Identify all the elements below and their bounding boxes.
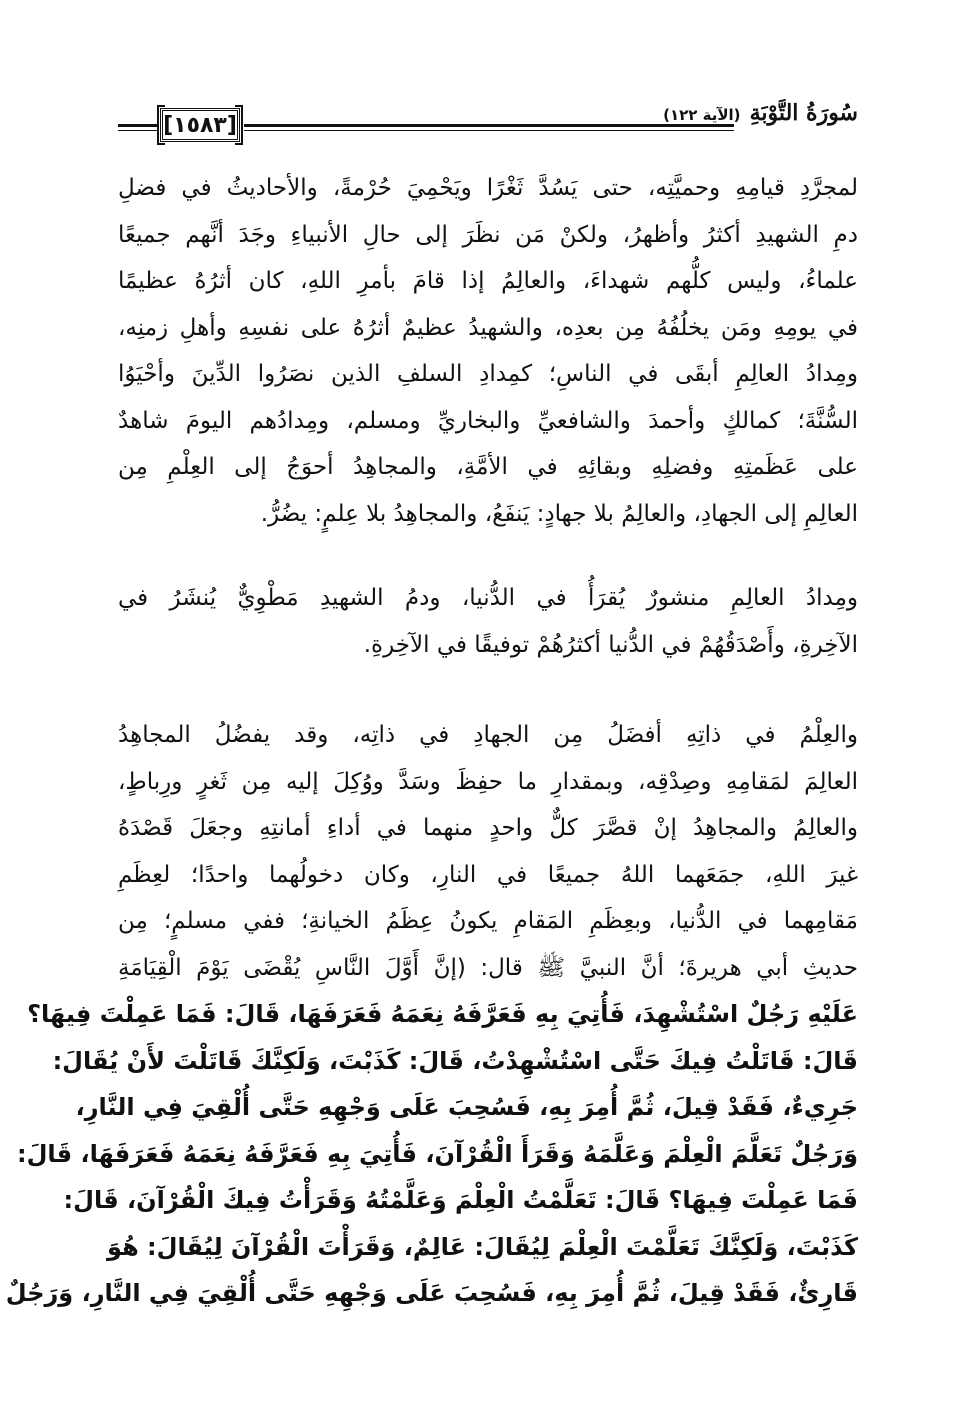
surah-name: سُورَةُ التَّوْبَةِ xyxy=(749,100,858,126)
text-line: والعِلْمُ في ذاتِهِ أفضَلُ مِن الجهادِ في ذاتِه، وقد يفضُلُ المجاهِدُ xyxy=(118,722,858,748)
text-line: على عَظَمتِهِ وفضلِهِ وبقائِهِ في الأمَّةِ، والمجاهِدُ أحوَجُ إلى العِلْمِ مِن xyxy=(118,454,858,480)
text-line: لمجرَّدِ قيامِهِ وحميَّتِه، حتى يَسُدَّ ثَغْرًا ويَحْمِيَ حُرْمةً، والأحاديثُ في فضلِ xyxy=(118,175,858,201)
text-line: دمِ الشهيدِ أكثرُ وأظهرُ، ولكنْ مَن نظَرَ إلى حالِ الأنبياءِ وجَدَ أنَّهم جميعًا xyxy=(118,221,858,248)
paragraph-spacer xyxy=(118,537,858,575)
text-line: والعالِمُ والمجاهِدُ إنْ قصَّرَ كلٌّ واحدٍ منهما في أداءِ أمانتِهِ وجعَلَ قَصْدَهُ xyxy=(118,815,858,841)
text-line: في يومِهِ ومَن يخلُفُهُ مِن بعدِه، والشهيدُ عظيمٌ أثرُهُ على نفسِهِ وأهلِ زمنِه، xyxy=(118,314,858,341)
text-line: حديثِ أبي هريرةَ؛ أنَّ النبيَّ ﷺ قال: (إنَّ أَوَّلَ النَّاسِ يُقْضَى يَوْمَ الْقِيَامَةِ xyxy=(118,954,858,981)
header-rule-left-thin xyxy=(118,130,158,131)
text-line: مَقامِهما في الدُّنيا، وبعِظَمِ المَقامِ يكونُ عِظَمُ الخيانةِ؛ ففي مسلمٍ؛ مِن xyxy=(118,908,858,934)
text-line: ومِدادُ العالِمِ أبقَى في الناسِ؛ كمِدادِ السلفِ الذين نصَرُوا الدِّينَ وأحْيَوُا xyxy=(118,361,858,387)
hadith-line: عَلَيْهِ رَجُلٌ اسْتُشْهِدَ، فَأُتِيَ بِهِ فَعَرَّفَهُ نِعَمَهُ فَعَرَفَهَا، قَالَ: فَمَا عَمِلْتَ فِيهَا؟ xyxy=(27,1000,858,1028)
hadith-line: جَرِيءٌ، فَقَدْ قِيلَ، ثُمَّ أُمِرَ بِهِ، فَسُحِبَ عَلَى وَجْهِهِ حَتَّى أُلْقِيَ فِي النَّارِ، xyxy=(75,1093,858,1121)
text-line: العالِمَ لمَقامِهِ وصِدْقِه، وبمقدارِ ما حفِظَ وسَدَّ ووُكِلَ إليه مِن ثَغرٍ ورِباطٍ، xyxy=(118,768,858,795)
hadith-line: قَالَ: قَاتَلْتُ فِيكَ حَتَّى اسْتُشْهِدْتُ، قَالَ: كَذَبْتَ، وَلَكِنَّكَ قَاتَلْتَ لأَنْ يُقَالَ: xyxy=(52,1046,858,1075)
text-line: الآخِرةِ، وأَصْدَقُهُمْ في الدُّنيا أكثرُهُمْ توفيقًا في الآخِرةِ. xyxy=(363,631,858,658)
text-line: العالِمِ إلى الجهادِ، والعالِمُ بلا جهادٍ: يَنفَعُ، والمجاهِدُ بلا عِلمٍ: يضُرُّ. xyxy=(260,500,858,527)
header-rule-left xyxy=(118,124,158,127)
paragraph-3 xyxy=(5,712,858,1317)
text-line: ومِدادُ العالِمِ منشورٌ يُقرَأُ في الدُّنيا، ودمُ الشهيدِ مَطْوِيٌّ يُنشَرُ في xyxy=(118,585,858,611)
hadith-line: وَرَجُلٌ تَعَلَّمَ الْعِلْمَ وَعَلَّمَهُ وَقَرَأَ الْقُرْآنَ، فَأُتِيَ بِهِ فَعَرَّفَهُ نِعَمَهُ فَعَرَفَهَا، قَالَ: xyxy=(16,1139,858,1168)
page-number: [١٥٨٣] xyxy=(160,108,240,142)
paragraph-2 xyxy=(118,575,858,668)
paragraph-spacer xyxy=(118,668,858,712)
hadith-line: كَذَبْتَ، وَلَكِنَّكَ تَعَلَّمْتَ الْعِلْمَ لِيُقَالَ: عَالِمٌ، وَقَرَأْتَ الْقُرْآنَ لِيُقَالَ: هُوَ xyxy=(107,1232,858,1261)
text-line: السُّنَّةَ؛ كمالكٍ وأحمدَ والشافعيِّ والبخاريِّ ومسلم، ومِدادُهم اليومَ شاهدٌ xyxy=(118,407,858,434)
paragraph-1 xyxy=(118,165,858,537)
running-head xyxy=(628,100,858,140)
page-header xyxy=(118,96,858,146)
body-text xyxy=(5,165,858,1317)
hadith-line: فَمَا عَمِلْتَ فِيهَا؟ قَالَ: تَعَلَّمْتُ الْعِلْمَ وَعَلَّمْتُهُ وَقَرَأْتُ فِيكَ الْقُرْآنَ، قَالَ: xyxy=(63,1186,858,1214)
ayah-reference: (الآية ١٢٢) xyxy=(663,106,741,124)
hadith-line: قَارِئٌ، فَقَدْ قِيلَ، ثُمَّ أُمِرَ بِهِ، فَسُحِبَ عَلَى وَجْهِهِ حَتَّى أُلْقِيَ فِي النَّارِ، وَرَجُلٌ xyxy=(5,1279,858,1307)
text-line: علماءُ، وليس كلُّهم شهداءَ، والعالِمُ إذا قامَ بأمرِ اللهِ، كان أثرُهُ عظيمًا xyxy=(118,268,858,294)
text-line: غيرَ اللهِ، جمَعَهما اللهُ جميعًا في النارِ، وكان دخولُهما واحدًا؛ لعِظَمِ xyxy=(118,861,858,888)
